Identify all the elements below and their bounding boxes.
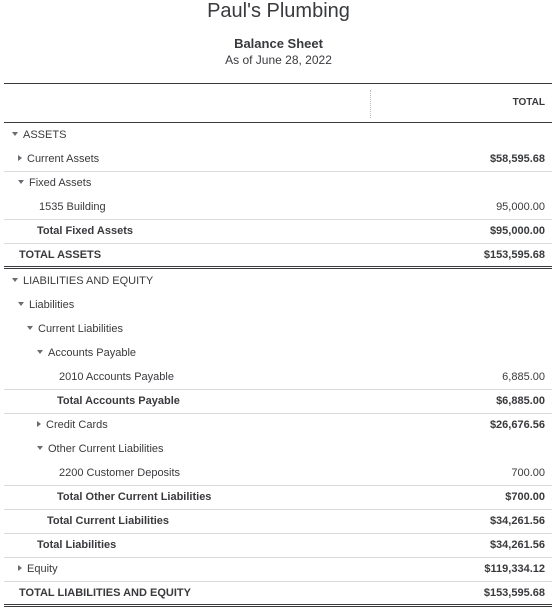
row-label: TOTAL LIABILITIES AND EQUITY xyxy=(19,587,191,599)
expand-caret-icon[interactable] xyxy=(37,421,41,427)
row-label: Equity xyxy=(27,563,58,575)
company-name: Paul's Plumbing xyxy=(207,0,350,22)
row-other-current-liabilities[interactable] xyxy=(4,437,552,461)
row-amount[interactable]: $700.00 xyxy=(505,491,545,503)
row-amount[interactable]: 95,000.00 xyxy=(496,201,545,213)
row-2200-customer-deposits[interactable] xyxy=(4,461,552,485)
row-assets[interactable] xyxy=(4,123,552,147)
row-accounts-payable[interactable] xyxy=(4,341,552,365)
collapse-caret-icon[interactable] xyxy=(12,278,18,282)
row-label: Total Other Current Liabilities xyxy=(57,491,212,503)
report-title: Balance Sheet xyxy=(234,36,323,51)
collapse-caret-icon[interactable] xyxy=(18,302,24,306)
row-label: Total Fixed Assets xyxy=(37,225,133,237)
row-amount[interactable]: $58,595.68 xyxy=(489,153,545,165)
collapse-caret-icon[interactable] xyxy=(12,132,18,136)
row-label: Accounts Payable xyxy=(48,347,137,359)
row-label: Current Assets xyxy=(27,153,100,165)
row-liabilities-and-equity[interactable] xyxy=(4,269,552,293)
row-amount[interactable]: $34,261.56 xyxy=(489,515,545,527)
collapse-caret-icon[interactable] xyxy=(18,180,24,184)
row-label: Liabilities xyxy=(29,299,75,311)
row-total-other-current-liabilities xyxy=(4,485,552,509)
row-label: Current Liabilities xyxy=(38,323,123,335)
row-label: Credit Cards xyxy=(46,419,108,431)
row-total-liabilities-and-equity xyxy=(4,581,552,607)
column-resize-handle[interactable] xyxy=(370,90,371,118)
row-equity[interactable] xyxy=(4,557,552,581)
row-1535-building[interactable] xyxy=(4,195,552,219)
row-amount[interactable]: $26,676.56 xyxy=(489,419,545,431)
row-total-liabilities xyxy=(4,533,552,557)
row-label: LIABILITIES AND EQUITY xyxy=(23,275,154,287)
expand-caret-icon[interactable] xyxy=(18,565,22,571)
row-amount[interactable]: 700.00 xyxy=(511,467,545,479)
row-amount[interactable]: $95,000.00 xyxy=(489,225,545,237)
row-label: Total Accounts Payable xyxy=(57,395,180,407)
row-2010-accounts-payable[interactable] xyxy=(4,365,552,389)
row-total-current-liabilities xyxy=(4,509,552,533)
row-label: ASSETS xyxy=(23,129,67,141)
row-label: Fixed Assets xyxy=(29,177,92,189)
row-liabilities[interactable] xyxy=(4,293,552,317)
row-credit-cards[interactable] xyxy=(4,413,552,437)
table-header xyxy=(4,83,552,123)
row-total-fixed-assets xyxy=(4,219,552,243)
row-amount[interactable]: $119,334.12 xyxy=(484,563,545,575)
collapse-caret-icon[interactable] xyxy=(37,350,43,354)
row-label: Total Liabilities xyxy=(37,539,117,551)
expand-caret-icon[interactable] xyxy=(18,155,22,161)
row-label: Total Current Liabilities xyxy=(47,515,170,527)
row-current-liabilities[interactable] xyxy=(4,317,552,341)
total-column-header[interactable]: TOTAL xyxy=(512,97,545,108)
row-label: 2200 Customer Deposits xyxy=(59,467,181,479)
collapse-caret-icon[interactable] xyxy=(27,326,33,330)
row-amount[interactable]: 6,885.00 xyxy=(502,371,545,383)
collapse-caret-icon[interactable] xyxy=(37,446,43,450)
row-label: TOTAL ASSETS xyxy=(19,249,102,261)
row-label: 1535 Building xyxy=(39,201,106,213)
row-label: 2010 Accounts Payable xyxy=(59,371,174,383)
row-amount[interactable]: $34,261.56 xyxy=(489,539,545,551)
row-current-assets[interactable] xyxy=(4,147,552,171)
row-amount[interactable]: $153,595.68 xyxy=(483,587,545,599)
row-label: Other Current Liabilities xyxy=(48,443,164,455)
report-date: As of June 28, 2022 xyxy=(225,53,332,67)
row-total-accounts-payable xyxy=(4,389,552,413)
row-amount[interactable]: $6,885.00 xyxy=(496,395,545,407)
row-total-assets xyxy=(4,243,552,269)
row-amount[interactable]: $153,595.68 xyxy=(483,249,545,261)
balance-sheet-table xyxy=(4,83,552,607)
row-fixed-assets[interactable] xyxy=(4,171,552,195)
